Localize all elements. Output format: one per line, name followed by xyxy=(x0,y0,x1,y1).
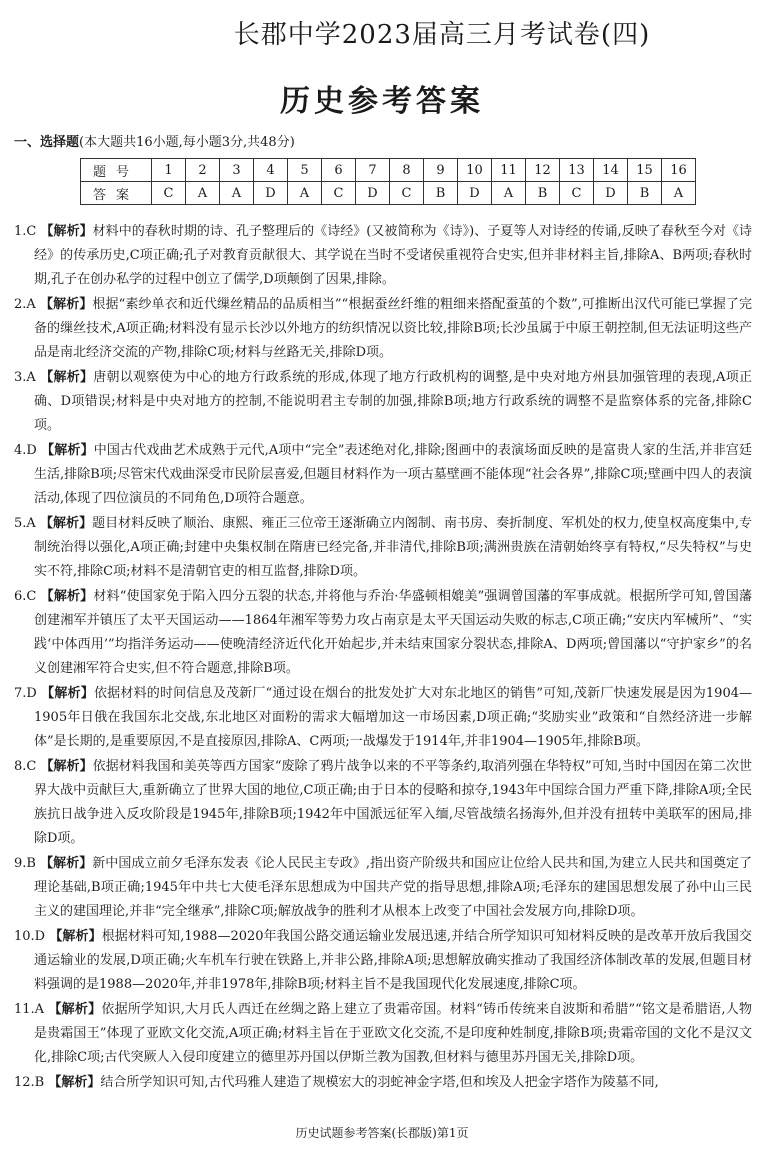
analysis-tag: 【解析】 xyxy=(49,929,102,944)
question-number-cell: 5 xyxy=(288,159,322,182)
analysis-tag: 【解析】 xyxy=(48,1075,101,1090)
item-number: 6.C xyxy=(14,589,37,604)
item-number: 11.A xyxy=(14,1002,45,1017)
answer-cell: B xyxy=(628,182,662,205)
answer-cell: A xyxy=(186,182,220,205)
explanation-item xyxy=(14,925,752,997)
explanation-item xyxy=(14,293,752,365)
answer-cell: D xyxy=(594,182,628,205)
explanation-item xyxy=(14,852,752,924)
explanation-item xyxy=(14,682,752,754)
analysis-tag: 【解析】 xyxy=(40,224,93,239)
question-number-cell: 12 xyxy=(526,159,560,182)
item-number: 10.D xyxy=(14,929,46,944)
answer-cell: C xyxy=(322,182,356,205)
analysis-tag: 【解析】 xyxy=(39,516,93,531)
question-number-cell: 7 xyxy=(356,159,390,182)
item-number: 2.A xyxy=(14,297,36,312)
item-number: 7.D xyxy=(14,686,37,701)
answer-cell: A xyxy=(288,182,322,205)
answer-cell: B xyxy=(424,182,458,205)
analysis-tag: 【解析】 xyxy=(41,443,94,458)
question-number-cell: 9 xyxy=(424,159,458,182)
question-number-cell: 16 xyxy=(662,159,696,182)
analysis-tag: 【解析】 xyxy=(40,589,94,604)
explanation-item xyxy=(14,1071,752,1095)
answer-cell: D xyxy=(254,182,288,205)
answer-cell: A xyxy=(662,182,696,205)
item-text: 新中国成立前夕毛泽东发表《论人民民主专政》,指出资产阶级共和国应让位给人民共和国,为建立人民共和国奠定了理论基础,B项正确;1945年中共七大使毛泽东思想成为中国共产党的指导思想,排除A项;毛泽东的建国思想发展了孙中山三民主义的建国理论,并非“完全继承”,排除C项;解放战争的胜利才从根本上改变了中国社会发展方向,排除D项。 xyxy=(34,856,752,919)
item-text: 依据所学知识,大月氏人西迁在丝绸之路上建立了贵霜帝国。材料“铸币传统来自波斯和希腊”“铭文是希腊语,人物是贵霜国王”体现了亚欧文化交流,A项正确;材料主旨在于亚欧文化交流,不是印度种姓制度,排除B项;贵霜帝国的文化不是汉文化,排除C项;古代突厥人入侵印度建立的德里苏丹国以伊斯兰教为国教,但材料与德里苏丹国无关,排除D项。 xyxy=(34,1002,752,1065)
item-number: 5.A xyxy=(14,516,36,531)
analysis-tag: 【解析】 xyxy=(40,297,93,312)
analysis-tag: 【解析】 xyxy=(48,1002,102,1017)
question-number-row xyxy=(81,159,696,182)
explanation-item xyxy=(14,998,752,1070)
question-number-cell: 1 xyxy=(152,159,186,182)
item-text: 材料“使国家免于陷入四分五裂的状态,并将他与乔治·华盛顿相媲美”强调曾国藩的军事成就。根据所学可知,曾国藩创建湘军并镇压了太平天国运动——1864年湘军等势力攻占南京是太平天国运动失败的标志,C项正确;“安庆内军械所”、“实践‘中体西用’”均指洋务运动——使晚清经济近代化开始起步,并未结束国家分裂状态,排除A、D两项;曾国藩以“守护家乡”的名义创建湘军符合史实,但不符合题意,排除B项。 xyxy=(34,589,752,676)
section-note: (本大题共16小题,每小题3分,共48分) xyxy=(79,135,295,150)
analysis-tag: 【解析】 xyxy=(40,759,93,774)
question-number-cell: 15 xyxy=(628,159,662,182)
answer-row xyxy=(81,182,696,205)
item-text: 题目材料反映了顺治、康熙、雍正三位帝王逐渐确立内阁制、南书房、奏折制度、军机处的权力,使皇权高度集中,专制统治得以强化,A项正确;封建中央集权制在隋唐已经完备,并非清代,排除B项;满洲贵族在清朝始终享有特权,“尽失特权”与史实不符,排除C项;材料不是清朝官吏的相互监督,排除D项。 xyxy=(34,516,752,579)
question-number-cell: 4 xyxy=(254,159,288,182)
question-number-label: 题号 xyxy=(81,159,152,182)
item-number: 1.C xyxy=(14,224,37,239)
answer-cell: D xyxy=(458,182,492,205)
item-number: 3.A xyxy=(14,370,36,385)
question-number-cell: 11 xyxy=(492,159,526,182)
analysis-tag: 【解析】 xyxy=(41,686,94,701)
answer-cell: C xyxy=(152,182,186,205)
answer-cell: C xyxy=(390,182,424,205)
answer-label: 答案 xyxy=(81,182,152,205)
question-number-cell: 8 xyxy=(390,159,424,182)
explanation-item xyxy=(14,366,752,438)
analysis-tag: 【解析】 xyxy=(40,856,93,871)
item-text: 依据材料的时间信息及茂新厂“通过设在烟台的批发处扩大对东北地区的销售”可知,茂新厂快速发展是因为1904—1905年日俄在我国东北交战,东北地区对面粉的需求大幅增加这一市场因素,D项正确;“奖励实业”政策和“自然经济进一步解体”是长期的,是重要原因,不是直接原因,排除A、C两项;一战爆发于1914年,并非1904—1905年,排除B项。 xyxy=(34,686,752,749)
question-number-cell: 14 xyxy=(594,159,628,182)
explanation-item xyxy=(14,439,752,511)
explanation-item xyxy=(14,512,752,584)
answer-cell: A xyxy=(220,182,254,205)
answer-cell: B xyxy=(526,182,560,205)
item-number: 12.B xyxy=(14,1075,45,1090)
section-heading xyxy=(14,131,295,150)
school-title: 长郡中学2023届高三月考试卷(四) xyxy=(233,20,651,50)
item-text: 材料中的春秋时期的诗、孔子整理后的《诗经》(又被简称为《诗》)、子夏等人对诗经的传诵,反映了春秋至今对《诗经》的传承历史,C项正确;孔子对教育贡献很大、其学说在当时不受诸侯重视符合史实,但并非材料主旨,排除A、B两项;春秋时期,孔子在创办私学的过程中创立了儒学,D项颠倒了因果,排除。 xyxy=(34,224,752,287)
item-text: 依据材料我国和美英等西方国家“废除了鸦片战争以来的不平等条约,取消列强在华特权”可知,当时中国因在第二次世界大战中贡献巨大,重新确立了世界大国的地位,C项正确;由于日本的侵略和掠夺,1943年中国综合国力严重下降,排除A项;全民族抗日战争进入反攻阶段是1945年,排除B项;1942年中国派远征军入缅,尽管战绩名扬海外,但并没有扭转中美联军的困局,排除D项。 xyxy=(34,759,752,846)
question-number-cell: 2 xyxy=(186,159,220,182)
question-number-cell: 10 xyxy=(458,159,492,182)
item-number: 8.C xyxy=(14,759,37,774)
item-text: 根据材料可知,1988—2020年我国公路交通运输业发展迅速,并结合所学知识可知材料反映的是改革开放后我国交通运输业的发展,D项正确;火车机车行驶在铁路上,并非公路,排除A项;思想解放确实推动了我国经济体制改革的发展,但题目材料强调的是1988—2020年,并非1978年,排除B项;材料主旨不是我国现代化发展速度,排除C项。 xyxy=(34,929,752,992)
doc-title: 历史参考答案 xyxy=(280,84,484,119)
answer-table xyxy=(80,158,696,205)
item-text: 根据“素纱单衣和近代缫丝精品的品质相当”“根据蚕丝纤维的粗细来搭配蚕茧的个数”,可推断出汉代可能已掌握了完备的缫丝技术,A项正确;材料没有显示长沙以外地方的纺织情况以资比较,排除B项;长沙虽属于中原王朝控制,但无法证明这些产品是南北经济交流的产物,排除C项;材料与丝路无关,排除D项。 xyxy=(34,297,752,360)
question-number-cell: 6 xyxy=(322,159,356,182)
explanation-item xyxy=(14,585,752,681)
item-text: 中国古代戏曲艺术成熟于元代,A项中“完全”表述绝对化,排除;图画中的表演场面反映的是富贵人家的生活,并非宫廷生活,排除B项;尽管宋代戏曲深受市民阶层喜爱,但题目材料作为一项古墓壁画不能体现“社会各界”,排除C项;壁画中四人的表演活动,体现了四位演员的不同角色,D项符合题意。 xyxy=(34,443,752,506)
explanation-item xyxy=(14,220,752,292)
section-heading-label: 一、选择题 xyxy=(14,135,80,150)
analysis-tag: 【解析】 xyxy=(40,370,94,385)
explanation-item xyxy=(14,755,752,851)
answer-cell: D xyxy=(356,182,390,205)
item-text: 结合所学知识可知,古代玛雅人建造了规模宏大的羽蛇神金字塔,但和埃及人把金字塔作为陵墓不同, xyxy=(100,1075,659,1090)
item-number: 9.B xyxy=(14,856,36,871)
answer-cell: A xyxy=(492,182,526,205)
item-number: 4.D xyxy=(14,443,37,458)
page-footer: 历史试题参考答案(长郡版)第1页 xyxy=(295,1126,469,1140)
explanation-list xyxy=(14,220,752,1096)
question-number-cell: 13 xyxy=(560,159,594,182)
answer-cell: C xyxy=(560,182,594,205)
item-text: 唐朝以观察使为中心的地方行政系统的形成,体现了地方行政机构的调整,是中央对地方州县加强管理的表现,A项正确、D项错误;材料是中央对地方的控制,不能说明君主专制的加强,排除B项;地方行政系统的调整不是监察体系的完备,排除C项。 xyxy=(34,370,752,433)
question-number-cell: 3 xyxy=(220,159,254,182)
